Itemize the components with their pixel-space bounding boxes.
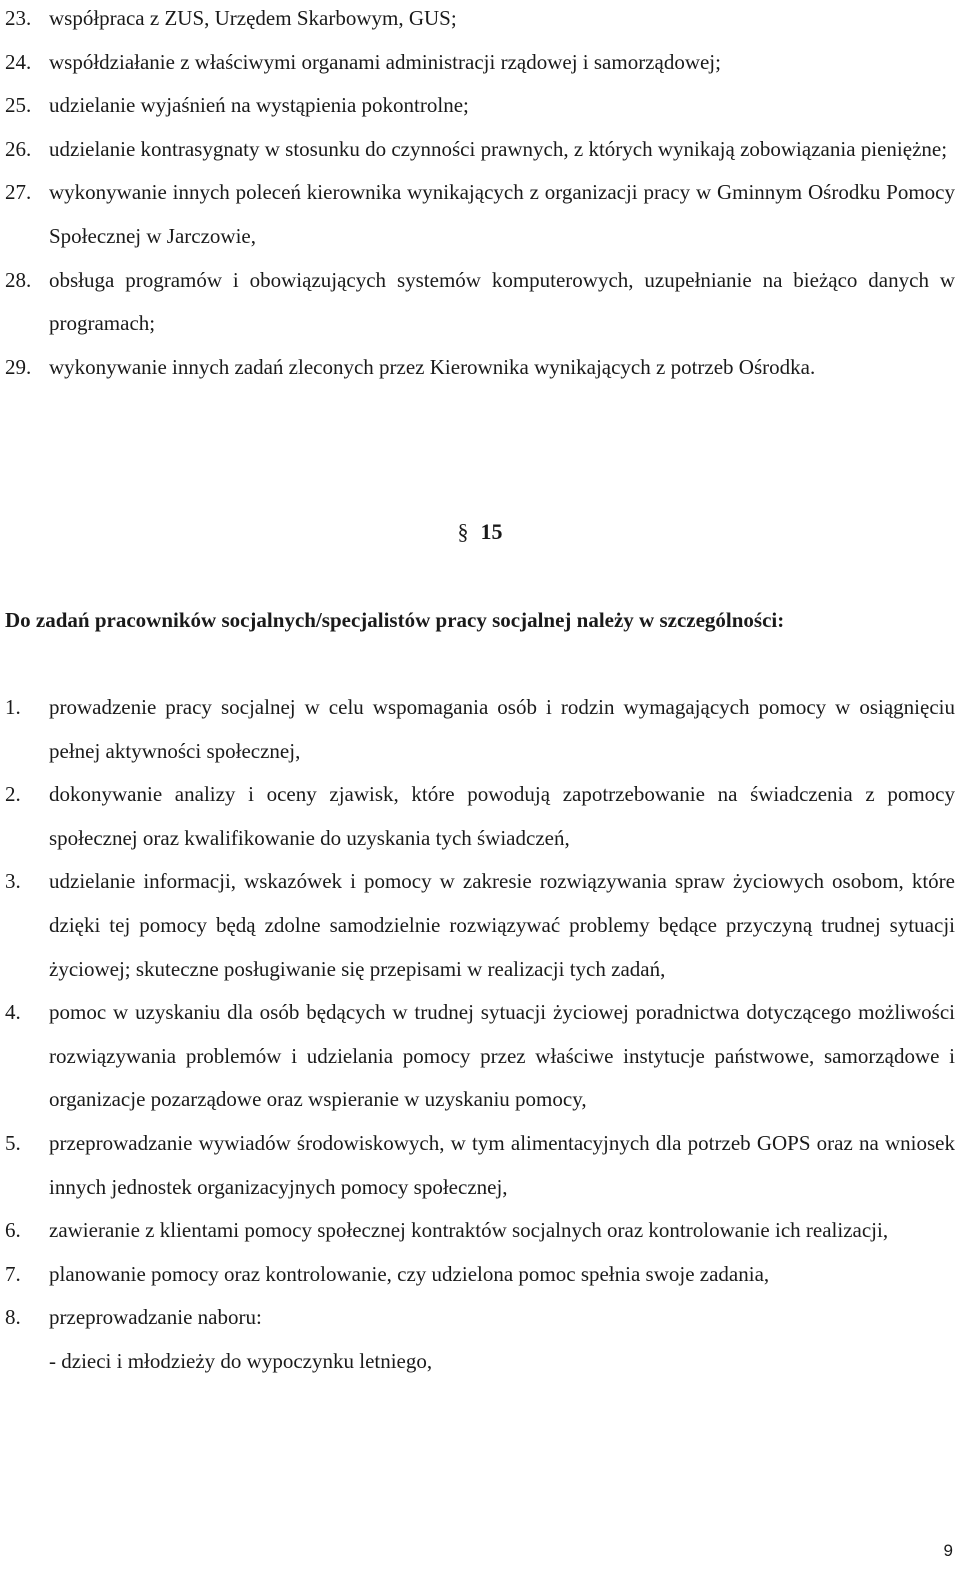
list-item bbox=[5, 0, 955, 41]
list-item bbox=[5, 41, 955, 85]
list-item-number: 8. bbox=[5, 1305, 21, 1330]
list-item-text: współpraca z ZUS, Urzędem Skarbowym, GUS; bbox=[49, 6, 457, 30]
list-item-number: 23. bbox=[5, 6, 32, 30]
list-item-number: 4. bbox=[5, 1000, 21, 1025]
list-item-text: wykonywanie innych zadań zleconych przez Kierownika wynikających z potrzeb Ośrodka. bbox=[49, 354, 816, 379]
list-item bbox=[5, 860, 955, 991]
list-item-text: obsługa programów i obowiązujących systemów komputerowych, uzupełnianie na bieżąco danych w programach; bbox=[49, 267, 955, 336]
list-item bbox=[5, 991, 955, 1122]
list-item-number: 5. bbox=[5, 1130, 21, 1155]
list-item bbox=[5, 1209, 955, 1253]
list-item-text: zawieranie z klientami pomocy społecznej kontraktów socjalnych oraz kontrolowanie ich realizacji, bbox=[49, 1218, 889, 1243]
list-item-text: udzielanie kontrasygnaty w stosunku do czynności prawnych, z których wynikają zobowiązania pieniężne; bbox=[49, 136, 948, 161]
list-item-number: 1. bbox=[5, 695, 21, 719]
list-item bbox=[5, 686, 955, 773]
section-number bbox=[0, 512, 960, 552]
list-item-text: dokonywanie analizy i oceny zjawisk, które powodują zapotrzebowanie na świadczenia z pomocy społecznej oraz kwalifikowanie do uzyskania tych świadczeń, bbox=[49, 782, 955, 850]
section-heading: Do zadań pracowników socjalnych/specjalistów pracy socjalnej należy w szczególności: bbox=[5, 608, 785, 632]
list-item bbox=[5, 1296, 955, 1340]
list-item-number: 27. bbox=[5, 180, 32, 205]
list-item-number: 24. bbox=[5, 49, 32, 74]
list-item-text: udzielanie informacji, wskazówek i pomocy w zakresie rozwiązywania spraw życiowych osobom, które dzięki tej pomocy będą zdolne samodzielnie rozwiązywać problemy będące przyczyną trudnej sytuacji życiowej; skuteczne posługiwanie się przepisami w realizacji tych zadań, bbox=[49, 869, 955, 981]
page-number: 9 bbox=[943, 1541, 953, 1560]
section-sign: § bbox=[457, 519, 469, 544]
list-item-number: 25. bbox=[5, 93, 32, 118]
duties-list-continued bbox=[5, 0, 955, 389]
list-item-text: przeprowadzanie wywiadów środowiskowych, w tym alimentacyjnych dla potrzeb GOPS oraz na wniosek innych jednostek organizacyjnych pomocy społecznej, bbox=[49, 1130, 955, 1199]
list-item bbox=[5, 1122, 955, 1209]
list-item bbox=[5, 773, 955, 860]
list-sub-item: - dzieci i młodzieży do wypoczynku letniego, bbox=[49, 1348, 433, 1373]
list-item-number: 7. bbox=[5, 1261, 21, 1286]
list-item bbox=[5, 346, 955, 390]
list-item-number: 6. bbox=[5, 1218, 21, 1243]
list-item-number: 29. bbox=[5, 354, 32, 379]
list-item-text: wykonywanie innych poleceń kierownika wynikających z organizacji pracy w Gminnym Ośrodku Pomocy Społecznej w Jarczowie, bbox=[49, 180, 955, 248]
list-item-text: planowanie pomocy oraz kontrolowanie, czy udzielona pomoc spełnia swoje zadania, bbox=[49, 1261, 770, 1286]
list-item bbox=[5, 259, 955, 346]
section-number-value: 15 bbox=[480, 519, 503, 544]
list-item-number: 3. bbox=[5, 869, 21, 894]
social-worker-duties-list bbox=[5, 686, 955, 1384]
list-item-text: przeprowadzanie naboru: bbox=[49, 1305, 262, 1330]
list-item-number: 28. bbox=[5, 267, 32, 292]
list-item-number: 2. bbox=[5, 782, 21, 807]
list-item-text: prowadzenie pracy socjalnej w celu wspomagania osób i rodzin wymagających pomocy w osiągnięciu pełnej aktywności społecznej, bbox=[49, 695, 955, 763]
list-item-text: współdziałanie z właściwymi organami administracji rządowej i samorządowej; bbox=[49, 49, 721, 74]
list-item-text: udzielanie wyjaśnień na wystąpienia pokontrolne; bbox=[49, 93, 469, 118]
list-item bbox=[5, 84, 955, 128]
list-item bbox=[5, 171, 955, 258]
list-item bbox=[5, 1253, 955, 1297]
list-item bbox=[5, 128, 955, 172]
list-item-number: 26. bbox=[5, 136, 32, 161]
list-item-text: pomoc w uzyskaniu dla osób będących w trudnej sytuacji życiowej poradnictwa dotyczącego możliwości rozwiązywania problemów i udzielania pomocy przez właściwe instytucje państwowe, samorządowe i organizacje pozarządowe oraz wspieranie w uzyskaniu pomocy, bbox=[49, 1000, 955, 1112]
